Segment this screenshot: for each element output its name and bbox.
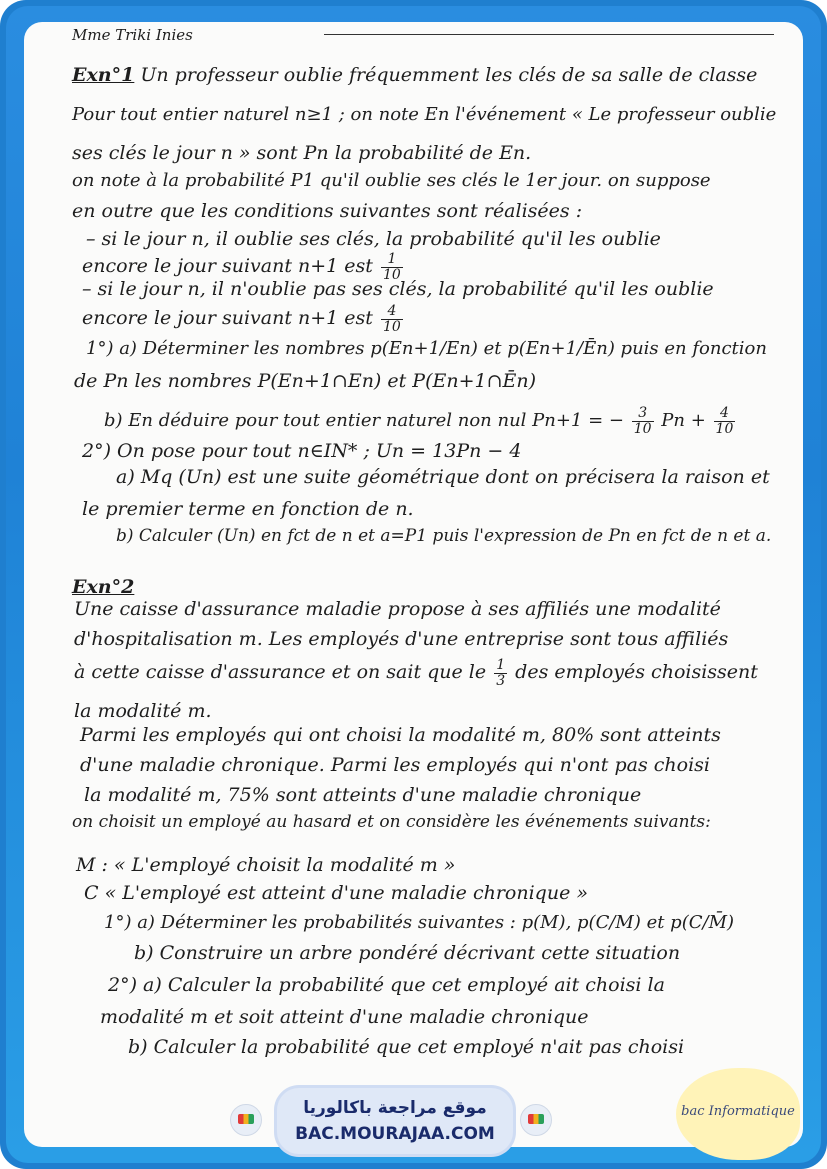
ex1-q2: 2°) On pose pour tout n∈IN* ; Un = 13Pn − 4: [82, 440, 522, 462]
pn-tail: Pn +: [661, 410, 706, 432]
frac-num: 1: [496, 657, 506, 673]
frac-den: 10: [715, 420, 734, 437]
site-name-arabic: موقع مراجعة باكالوريا: [303, 1098, 487, 1118]
ex2-line-6: d'une maladie chronique. Parmi les employés qui n'ont pas choisi: [80, 754, 710, 776]
ex1-line-3: ses clés le jour n » sont Pn la probabilité de En.: [72, 142, 532, 164]
ex2-q2a-cont: modalité m et soit atteint d'une maladie chronique: [100, 1006, 589, 1028]
ex2-event-m: M : « L'employé choisit la modalité m »: [76, 854, 456, 876]
ex1-title: Exn°1: [72, 64, 135, 86]
frac-den: 3: [496, 672, 506, 689]
ex2-q1a: 1°) a) Déterminer les probabilités suivantes : p(M), p(C/M) et p(C/M̄): [104, 912, 735, 933]
ex2-line-3-tail: des employés choisissent: [515, 661, 758, 684]
bac-informatique-badge: [676, 1068, 800, 1160]
ex1-line-1: [72, 66, 757, 85]
ex1-line-5: en outre que les conditions suivantes sont réalisées :: [72, 200, 583, 222]
ex1-q2a-cont: le premier terme en fonction de n.: [82, 498, 414, 520]
ex2-line-1: Une caisse d'assurance maladie propose à ses affiliés une modalité: [74, 598, 721, 620]
ex1-line-9-text: encore le jour suivant n+1 est: [82, 307, 373, 330]
frac-den: 10: [382, 318, 401, 335]
ex2-q2b: b) Calculer la probabilité que cet employé n'ait pas choisi: [128, 1036, 685, 1058]
frac-num: 4: [381, 304, 403, 320]
frac-num: 1: [381, 252, 403, 268]
ex1-q1a: 1°) a) Déterminer les nombres p(En+1/En) et p(En+1/Ēn) puis en fonction: [86, 338, 767, 359]
ex1-q1a-cont: de Pn les nombres P(En+1∩En) et P(En+1∩Ēn): [74, 370, 537, 392]
ex1-q2a: a) Mq (Un) est une suite géométrique dont on précisera la raison et: [116, 466, 770, 488]
ex2-line-3-text: à cette caisse d'assurance et on sait que le: [74, 661, 487, 684]
ex1-q1b-text: b) En déduire pour tout entier naturel non nul Pn+1 = −: [104, 410, 624, 432]
frac-num: 4: [714, 406, 736, 422]
ex1-text-1: Un professeur oublie fréquemment les clés de sa salle de classe: [140, 64, 758, 86]
ex2-event-c: C « L'employé est atteint d'une maladie chronique »: [84, 882, 588, 904]
ex1-line-6: – si le jour n, il oublie ses clés, la probabilité qu'il les oublie: [86, 228, 661, 250]
author-name: Mme Triki Inies: [72, 26, 193, 44]
frac-den: 10: [382, 266, 401, 283]
frac-den: 10: [633, 420, 652, 437]
frac-num: 3: [632, 406, 654, 422]
ex2-line-3: [74, 658, 758, 688]
ex2-q2a: 2°) a) Calculer la probabilité que cet employé ait choisi la: [108, 974, 665, 996]
site-logo-left-icon: [230, 1104, 262, 1136]
fraction-4-10: [381, 304, 403, 334]
ex2-q1b: b) Construire un arbre pondéré décrivant cette situation: [134, 942, 681, 964]
site-url[interactable]: BAC.MOURAJAA.COM: [295, 1124, 495, 1144]
ex2-title: Exn°2: [72, 576, 135, 598]
fraction-3-10: [632, 406, 654, 436]
ex1-q2b: b) Calculer (Un) en fct de n et a=P1 puis l'expression de Pn en fct de n et a.: [116, 526, 772, 546]
ex1-line-7-text: encore le jour suivant n+1 est: [82, 255, 373, 278]
site-badge[interactable]: [277, 1088, 513, 1154]
ex2-line-7: la modalité m, 75% sont atteints d'une maladie chronique: [84, 784, 642, 806]
ex2-line-5: Parmi les employés qui ont choisi la modalité m, 80% sont atteints: [80, 724, 721, 746]
ex1-q1b: [104, 406, 737, 436]
ex1-line-2: Pour tout entier naturel n≥1 ; on note En l'événement « Le professeur oublie: [72, 104, 777, 125]
fraction-1-3: [494, 658, 507, 688]
site-logo-right-icon: [520, 1104, 552, 1136]
ex2-line-8: on choisit un employé au hasard et on considère les événements suivants:: [72, 812, 711, 832]
ex2-line-2: d'hospitalisation m. Les employés d'une entreprise sont tous affiliés: [74, 628, 729, 650]
ex2-line-4: la modalité m.: [74, 700, 212, 722]
bac-informatique-label: bac Informatique: [681, 1104, 795, 1119]
fraction-4-10-b: [714, 406, 736, 436]
handwritten-sheet: [24, 22, 803, 1147]
header-rule: [324, 34, 774, 35]
ex1-line-4: on note à la probabilité P1 qu'il oublie ses clés le 1er jour. on suppose: [72, 170, 711, 191]
ex1-line-8: – si le jour n, il n'oublie pas ses clés, la probabilité qu'il les oublie: [82, 278, 714, 300]
ex1-line-9: [82, 304, 405, 334]
